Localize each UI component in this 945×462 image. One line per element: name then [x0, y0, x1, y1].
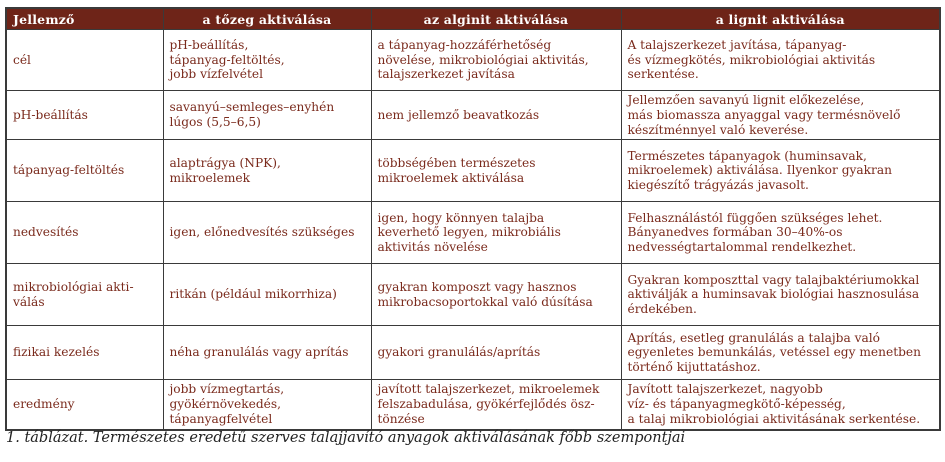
table-row: [6, 326, 940, 380]
cell-feature: [6, 264, 163, 326]
table-header-row: [6, 8, 940, 30]
cell-lignite: [621, 202, 940, 264]
cell-text-line: a tápanyag-hozzáférhetőség: [377, 37, 552, 52]
cell-lignite: [621, 91, 940, 140]
cell-text-line: mikroelemek: [169, 170, 250, 185]
cell-lignite: [621, 264, 940, 326]
cell-text-line: talajszerkezet javítása: [377, 67, 515, 82]
cell-text-line: pH-beállítás: [13, 107, 88, 122]
cell-text-line: fizikai kezelés: [13, 345, 100, 360]
cell-text-line: Jellemzően savanyú lignit előkezelése,: [627, 93, 865, 107]
cell-peat: [163, 264, 371, 326]
header-peat: a tőzeg aktiválása: [163, 8, 371, 30]
header-lignite: a lignit aktiválása: [621, 8, 940, 30]
table-row: [6, 140, 940, 202]
cell-text-line: mikrobacsoportokkal való dúsítása: [377, 294, 593, 309]
cell-text-line: serkentése.: [627, 67, 699, 82]
cell-alginite: [371, 30, 621, 91]
cell-peat: [163, 326, 371, 380]
cell-text-line: gyökérnövekedés,: [169, 397, 281, 412]
cell-peat: [163, 202, 371, 264]
cell-text-line: mikroelemek) aktiválása. Ilyenkor gyakran: [627, 163, 893, 178]
cell-text-line: eredmény: [13, 397, 75, 412]
cell-text-line: felszabadulása, gyökérfejlődés ösz-: [377, 397, 595, 412]
cell-text-line: igen, hogy könnyen talajba: [377, 210, 545, 225]
cell-text-line: más biomassza anyaggal vagy termésnövelő: [627, 107, 901, 122]
cell-text-line: mikroelemek aktiválása: [377, 170, 525, 185]
cell-peat: [163, 380, 371, 430]
cell-text-line: néha granulálás vagy aprítás: [169, 345, 349, 360]
cell-text-line: jobb vízfelvétel: [169, 67, 264, 82]
cell-text-line: és vízmegkötés, mikrobiológiai aktivitás: [627, 52, 876, 67]
table-caption: 1. táblázat. Természetes eredetű szerves talajjavító anyagok aktiválásának főbb szempontjai: [6, 430, 686, 446]
table-row: [6, 30, 940, 91]
cell-text-line: Gyakran komposzttal vagy talajbaktériumokkal: [627, 272, 920, 287]
cell-text-line: aktiválják a huminsavak biológiai hasznosulása: [627, 287, 920, 302]
cell-lignite: [621, 380, 940, 430]
cell-peat: [163, 30, 371, 91]
cell-alginite: [371, 326, 621, 380]
cell-alginite: [371, 264, 621, 326]
header-alginite: az alginit aktiválása: [371, 8, 621, 30]
cell-text-line: nedvesítés: [13, 225, 79, 240]
cell-text-line: lúgos (5,5–6,5): [169, 115, 261, 130]
cell-text-line: növelése, mikrobiológiai aktivitás,: [377, 52, 589, 67]
cell-alginite: [371, 202, 621, 264]
cell-text-line: Javított talajszerkezet, nagyobb: [627, 382, 823, 397]
cell-text-line: javított talajszerkezet, mikroelemek: [377, 382, 600, 397]
cell-peat: [163, 91, 371, 140]
cell-feature: [6, 202, 163, 264]
cell-alginite: [371, 140, 621, 202]
cell-text-line: tönzése: [377, 411, 425, 426]
cell-text-line: Bányanedves formában 30–40%-os: [627, 225, 843, 240]
cell-text-line: igen, előnedvesítés szükséges: [169, 225, 355, 240]
cell-text-line: alaptrágya (NPK),: [169, 156, 281, 171]
cell-text-line: ritkán (például mikorrhiza): [169, 287, 337, 302]
table-row: [6, 202, 940, 264]
cell-text-line: kiegészítő trágyázás javasolt.: [627, 178, 809, 193]
cell-feature: [6, 91, 163, 140]
cell-text-line: jobb vízmegtartás,: [169, 382, 285, 397]
table-row: [6, 380, 940, 430]
cell-lignite: [621, 30, 940, 91]
cell-text-line: többségében természetes: [377, 156, 536, 171]
cell-feature: [6, 30, 163, 91]
cell-text-line: gyakori granulálás/aprítás: [377, 345, 541, 360]
cell-text-line: gyakran komposzt vagy hasznos: [377, 280, 577, 295]
cell-text-line: víz- és tápanyagmegkötő-képesség,: [627, 397, 846, 412]
cell-text-line: Felhasználástól függően szükséges lehet.: [627, 210, 883, 225]
cell-text-line: pH-beállítás,: [169, 37, 249, 52]
cell-text-line: válás: [13, 294, 45, 309]
cell-text-line: Természetes tápanyagok (huminsavak,: [627, 148, 867, 163]
cell-text-line: aktivitás növelése: [377, 240, 488, 255]
cell-text-line: mikrobiológiai akti-: [13, 280, 134, 295]
cell-text-line: érdekében.: [627, 302, 697, 317]
cell-lignite: [621, 140, 940, 202]
table-row: [6, 91, 940, 140]
cell-text-line: Aprítás, esetleg granulálás a talajba való: [627, 330, 880, 345]
table-row: [6, 264, 940, 326]
cell-text-line: nem jellemző beavatkozás: [377, 107, 540, 122]
cell-feature: [6, 326, 163, 380]
cell-peat: [163, 140, 371, 202]
cell-text-line: történő kijuttatáshoz.: [627, 360, 761, 375]
cell-text-line: savanyú–semleges–enyhén: [169, 100, 335, 115]
cell-text-line: cél: [13, 52, 31, 67]
cell-text-line: egyenletes bemunkálás, vetéssel egy menetben: [627, 345, 921, 360]
cell-text-line: A talajszerkezet javítása, tápanyag-: [627, 37, 847, 52]
cell-text-line: keverhető legyen, mikrobiális: [377, 225, 561, 240]
cell-text-line: tápanyagfelvétel: [169, 411, 273, 426]
cell-text-line: nedvességtartalommal rendelkezhet.: [627, 240, 857, 255]
cell-text-line: tápanyag-feltöltés,: [169, 52, 285, 67]
cell-lignite: [621, 326, 940, 380]
cell-text-line: készítménnyel való keverése.: [627, 122, 809, 137]
header-feature: Jellemző: [6, 8, 163, 30]
cell-alginite: [371, 380, 621, 430]
comparison-table: [5, 7, 941, 431]
cell-feature: [6, 380, 163, 430]
cell-feature: [6, 140, 163, 202]
cell-text-line: tápanyag-feltöltés: [13, 163, 125, 178]
cell-text-line: a talaj mikrobiológiai aktivitásának serkentése.: [627, 411, 921, 426]
cell-alginite: [371, 91, 621, 140]
